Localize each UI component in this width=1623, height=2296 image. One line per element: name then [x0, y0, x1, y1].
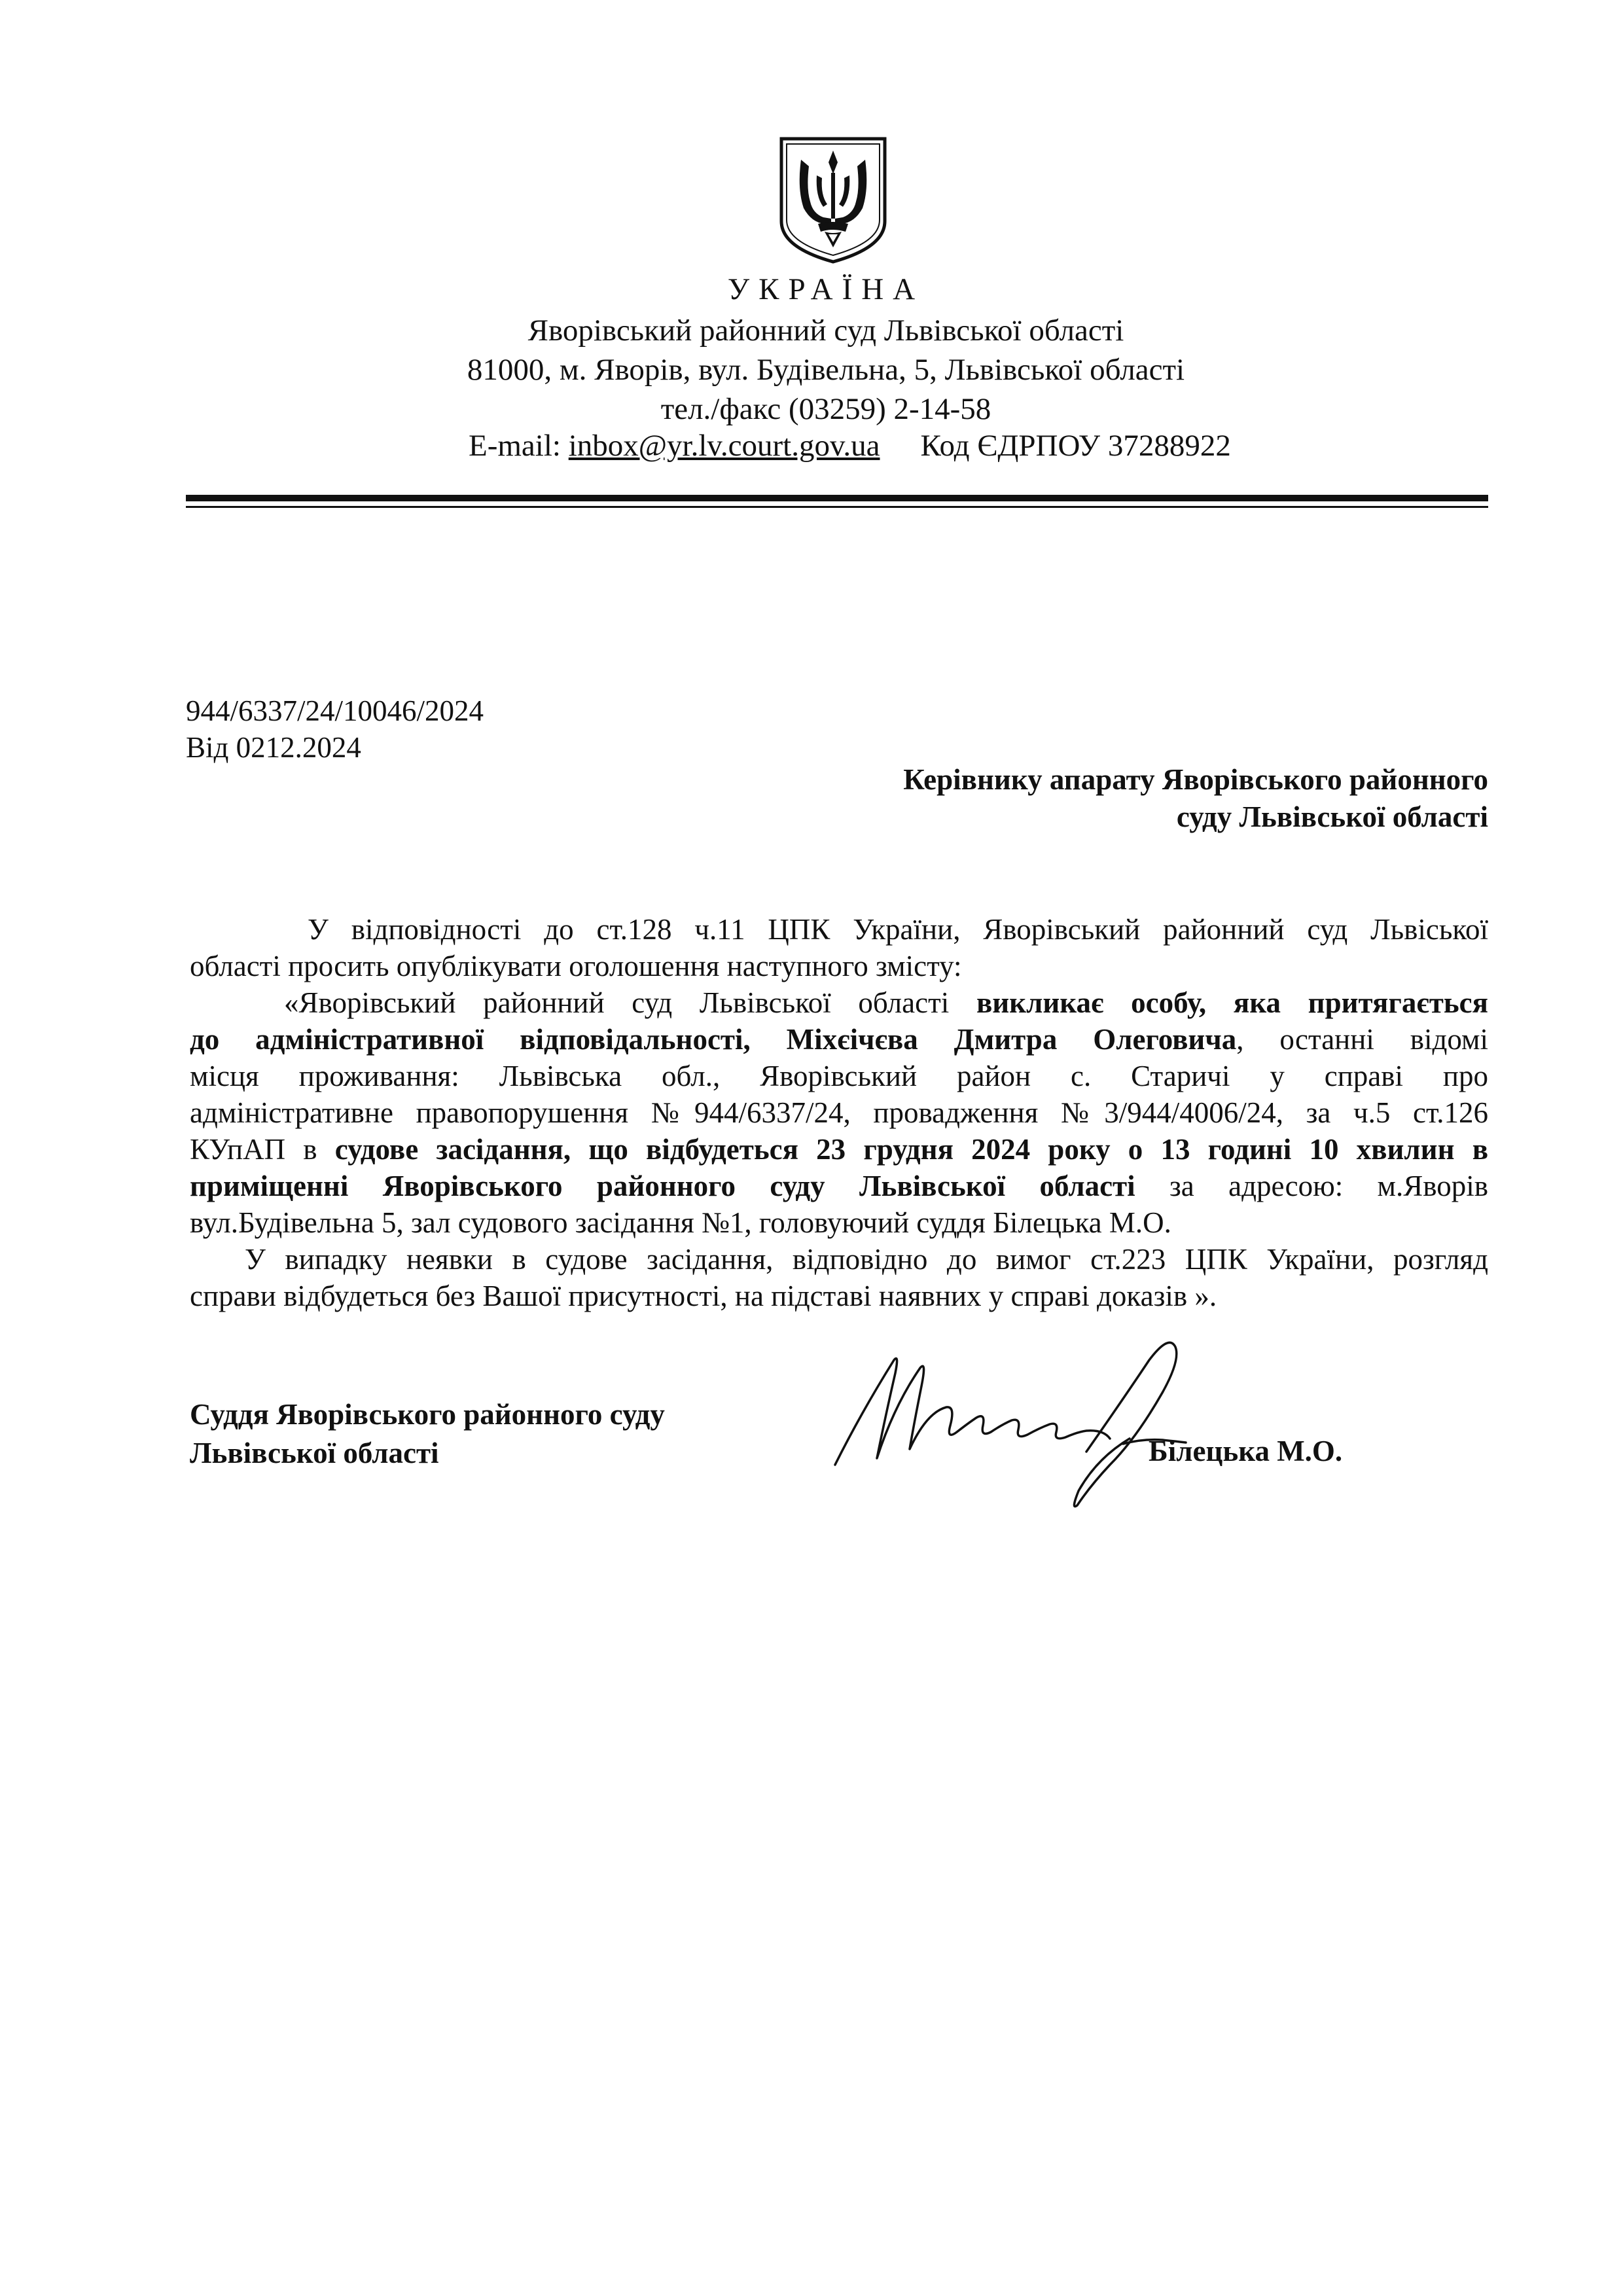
reference-date: Від 0212.2024	[186, 731, 361, 764]
header-divider-thick	[186, 495, 1488, 501]
body-line-4a: до адміністративної відповідальності, Міхєічєва Дмитра Олеговича	[190, 1023, 1237, 1056]
body-line-3	[190, 984, 1488, 1021]
email-link[interactable]: inbox@yr.lv.court.gov.ua	[568, 429, 880, 463]
addressee-line-2: суду Львівської області	[1176, 800, 1488, 833]
signatory-title-line-2: Львівської області	[190, 1437, 439, 1469]
handwritten-signature	[822, 1334, 1188, 1511]
body-line-7a: КУпАП в	[190, 1133, 335, 1166]
email-label: E-mail:	[469, 429, 569, 463]
body-line-4b: , останні відомі	[1236, 1023, 1488, 1056]
body-line-4	[190, 1021, 1488, 1058]
signatory-title-line-1: Суддя Яворівського районного суду	[190, 1398, 665, 1431]
body-line-6: адміністративне правопорушення №944/6337/24, провадження №3/944/4006/24, за ч.5 ст.126	[190, 1096, 1488, 1129]
court-name: Яворівський районний суд Львівської області	[527, 314, 1124, 348]
court-address: 81000, м. Яворів, вул. Будівельна, 5, Львівської області	[467, 353, 1185, 387]
body-line-8b: за адресою: м.Яворів	[1135, 1170, 1488, 1202]
body-line-8	[190, 1168, 1488, 1204]
body-line-7	[190, 1131, 1488, 1168]
court-phone: тел./факс (03259) 2-14-58	[660, 392, 991, 426]
trident-coat-of-arms-icon	[777, 136, 889, 264]
edrpou-code: Код ЄДРПОУ 37288922	[920, 429, 1231, 463]
email-row	[469, 426, 1231, 465]
body-line-10: У випадку неявки в судове засідання, відповідно до вимог ст.223 ЦПК України, розгляд	[245, 1243, 1488, 1276]
addressee-block	[903, 761, 1488, 836]
signatory-title	[190, 1395, 665, 1473]
body-line-9: вул.Будівельна 5, зал судового засідання №1, головуючий суддя Білецька М.О.	[190, 1206, 1171, 1239]
body-line-3a: «Яворівський районний суд Львівської області	[284, 986, 976, 1019]
header-divider-thin	[186, 506, 1488, 508]
body-line-1: У відповідності до ст.128 ч.11 ЦПК України, Яворівський районний суд Львіської	[308, 913, 1488, 946]
body-line-3b: викликає особу, яка притягається	[976, 986, 1488, 1019]
body-line-11: справи відбудеться без Вашої присутності, на підставі наявних у справі доказів ».	[190, 1280, 1217, 1312]
addressee-line-1: Керівнику апарату Яворівського районного	[903, 763, 1488, 796]
body-line-8a: приміщенні Яворівського районного суду Львівської області	[190, 1170, 1135, 1202]
reference-number: 944/6337/24/10046/2024	[186, 694, 484, 727]
body-line-7b: судове засідання, що відбудеться 23 грудня 2024 року о 13 годині 10 хвилин в	[334, 1133, 1488, 1166]
country-name: УКРАЇНА	[727, 272, 925, 306]
body-line-5: місця проживання: Львівська обл., Яворівський район с. Старичі у справі про	[190, 1060, 1488, 1092]
signatory-name: Білецька М.О.	[1149, 1435, 1343, 1467]
body-line-2: області просить опублікувати оголошення наступного змісту:	[190, 950, 962, 982]
